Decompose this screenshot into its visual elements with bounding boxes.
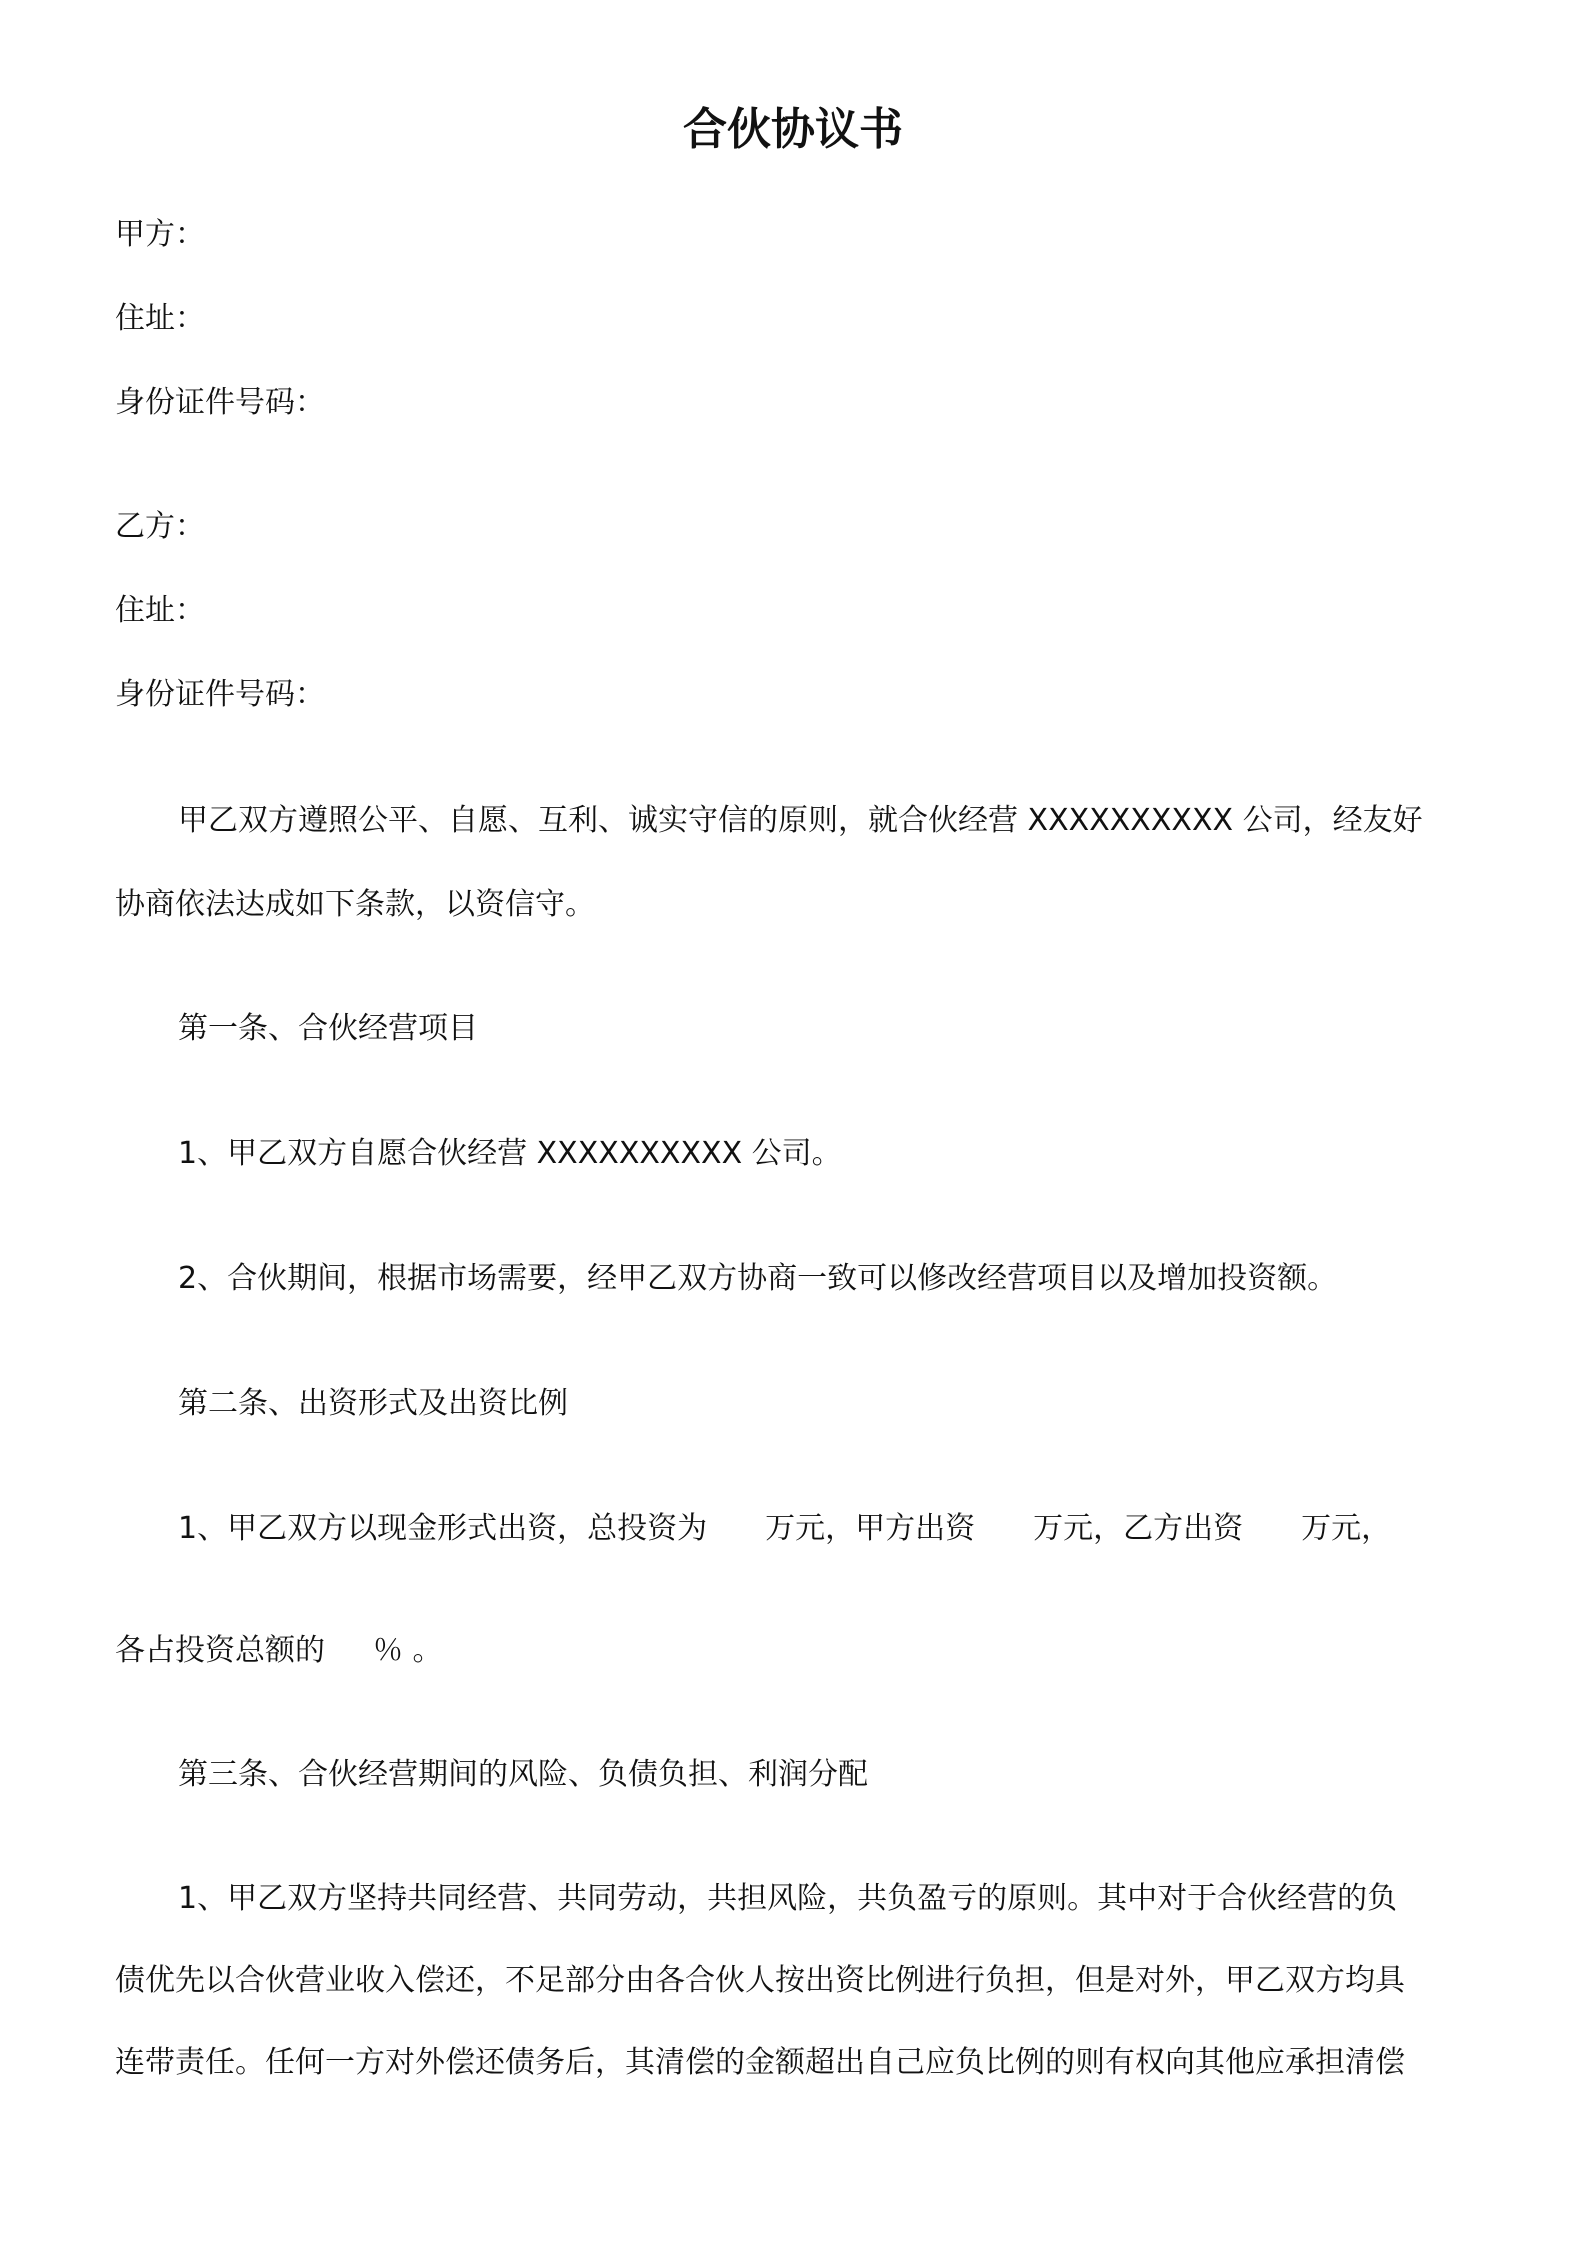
article-3-item-1-line-2: 债优先以合伙营业收入偿还，不足部分由各合伙人按出资比例进行负担，但是对外，甲乙双方均具 <box>115 1963 1405 1998</box>
article-2-item-1-part-d: 万元， <box>1301 1511 1392 1546</box>
article-1-item-1: 1、甲乙双方自愿合伙经营 XXXXXXXXXX 公司。 <box>178 1136 842 1171</box>
party-b-id-label: 身份证件号码： <box>115 677 325 712</box>
article-2-heading: 第二条、出资形式及出资比例 <box>178 1386 568 1421</box>
article-1-heading: 第一条、合伙经营项目 <box>178 1011 478 1046</box>
article-3-item-1-line-3: 连带责任。任何一方对外偿还债务后，其清偿的金额超出自己应负比例的则有权向其他应承担清偿 <box>115 2045 1405 2080</box>
article-2-item-1-part-a: 1、甲乙双方以现金形式出资，总投资为 <box>178 1511 708 1546</box>
party-a-address-label: 住址： <box>115 301 205 336</box>
article-3-item-1-line-1: 1、甲乙双方坚持共同经营、共同劳动，共担风险，共负盈亏的原则。其中对于合伙经营的负 <box>178 1881 1398 1916</box>
article-2-item-1-part-f: ％ 。 <box>373 1633 443 1668</box>
article-3-heading: 第三条、合伙经营期间的风险、负债负担、利润分配 <box>178 1757 868 1792</box>
party-a-name-label: 甲方： <box>115 217 205 252</box>
party-b-address-label: 住址： <box>115 593 205 628</box>
preamble-line-2: 协商依法达成如下条款，以资信守。 <box>115 887 595 922</box>
preamble-line-1: 甲乙双方遵照公平、自愿、互利、诚实守信的原则，就合伙经营 XXXXXXXXXX 公司，经友好 <box>178 803 1423 838</box>
article-1-item-2: 2、合伙期间，根据市场需要，经甲乙双方协商一致可以修改经营项目以及增加投资额。 <box>178 1261 1338 1296</box>
document-title: 合伙协议书 <box>683 104 903 155</box>
article-2-item-1 <box>178 1508 1391 1550</box>
article-2-item-1-part-b: 万元，甲方出资 <box>765 1511 976 1546</box>
party-b-name-label: 乙方： <box>115 509 205 544</box>
party-a-id-label: 身份证件号码： <box>115 385 325 420</box>
article-2-item-1-part-c: 万元，乙方出资 <box>1033 1511 1244 1546</box>
article-2-item-1-continuation <box>115 1630 443 1672</box>
article-2-item-1-part-e: 各占投资总额的 <box>115 1633 325 1668</box>
